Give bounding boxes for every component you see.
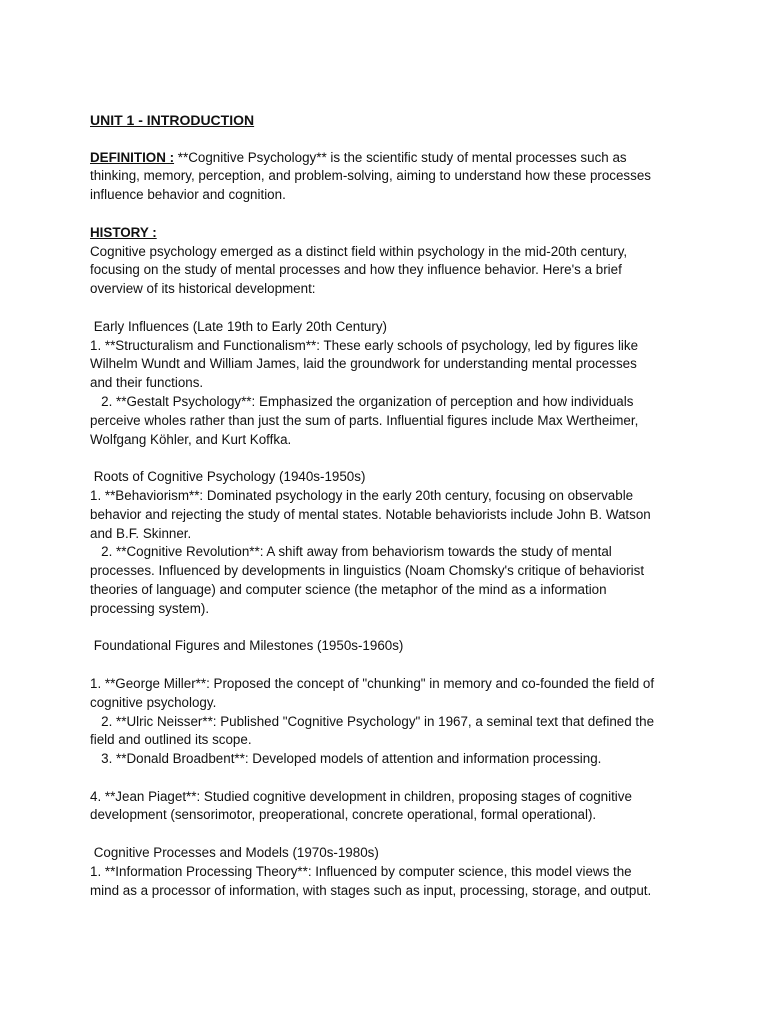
definition-line-2: thinking, memory, perception, and problem-solving, aiming to understand how these processes — [90, 168, 651, 184]
section-line: behavior and rejecting the study of mental states. Notable behaviorists include John B. Watson — [90, 506, 651, 522]
section-line: 1. **Behaviorism**: Dominated psychology in the early 20th century, focusing on observable — [90, 487, 634, 503]
section-line: cognitive psychology. — [90, 694, 217, 710]
section-line: perceive wholes rather than just the sum of parts. Influential figures include Max Wertheimer, — [90, 412, 639, 428]
document-page — [90, 111, 690, 900]
section-line: 1. **Structuralism and Functionalism**: These early schools of psychology, led by figures like — [90, 337, 639, 353]
definition-text: **Cognitive Psychology** is the scientific study of mental processes such as — [174, 149, 627, 165]
section-line: Wolfgang Köhler, and Kurt Koffka. — [90, 431, 292, 447]
section-heading-early-influences: Early Influences (Late 19th to Early 20th Century) — [90, 318, 387, 334]
section-line: 1. **Information Processing Theory**: Influenced by computer science, this model views the — [90, 863, 632, 879]
history-line-3: overview of its historical development: — [90, 281, 316, 297]
section-line: 4. **Jean Piaget**: Studied cognitive development in children, proposing stages of cognitive — [90, 788, 632, 804]
definition-line-1 — [90, 149, 690, 168]
section-heading-foundational-figures: Foundational Figures and Milestones (1950s-1960s) — [90, 638, 404, 654]
page-title: UNIT 1 - INTRODUCTION — [90, 112, 255, 128]
section-line: 3. **Donald Broadbent**: Developed models of attention and information processing. — [90, 751, 602, 767]
definition-line-3: influence behavior and cognition. — [90, 187, 286, 203]
section-line: processing system). — [90, 600, 210, 616]
section-line: 2. **Cognitive Revolution**: A shift away from behaviorism towards the study of mental — [90, 544, 612, 560]
section-line: processes. Influenced by developments in linguistics (Noam Chomsky's critique of behaviorist — [90, 563, 645, 579]
history-label: HISTORY : — [90, 224, 157, 240]
section-line: development (sensorimotor, preoperational, concrete operational, formal operational). — [90, 807, 597, 823]
section-line: and B.F. Skinner. — [90, 525, 192, 541]
definition-label: DEFINITION : — [90, 149, 175, 165]
section-line: and their functions. — [90, 375, 204, 391]
section-line: 2. **Ulric Neisser**: Published "Cognitive Psychology" in 1967, a seminal text that defined the — [90, 713, 655, 729]
section-line: theories of language) and computer science (the metaphor of the mind as a information — [90, 581, 607, 597]
section-line: 2. **Gestalt Psychology**: Emphasized the organization of perception and how individuals — [90, 393, 634, 409]
section-line: Wilhelm Wundt and William James, laid the groundwork for understanding mental processes — [90, 356, 637, 372]
section-line: field and outlined its scope. — [90, 732, 252, 748]
section-line: mind as a processor of information, with stages such as input, processing, storage, and output. — [90, 882, 652, 898]
section-heading-cognitive-processes: Cognitive Processes and Models (1970s-1980s) — [90, 845, 379, 861]
history-line-1: Cognitive psychology emerged as a distinct field within psychology in the mid-20th century, — [90, 243, 628, 259]
section-heading-roots: Roots of Cognitive Psychology (1940s-1950s) — [90, 469, 366, 485]
section-line: 1. **George Miller**: Proposed the concept of "chunking" in memory and co-founded the field of — [90, 675, 655, 691]
history-line-2: focusing on the study of mental processes and how they influence behavior. Here's a brief — [90, 262, 622, 278]
